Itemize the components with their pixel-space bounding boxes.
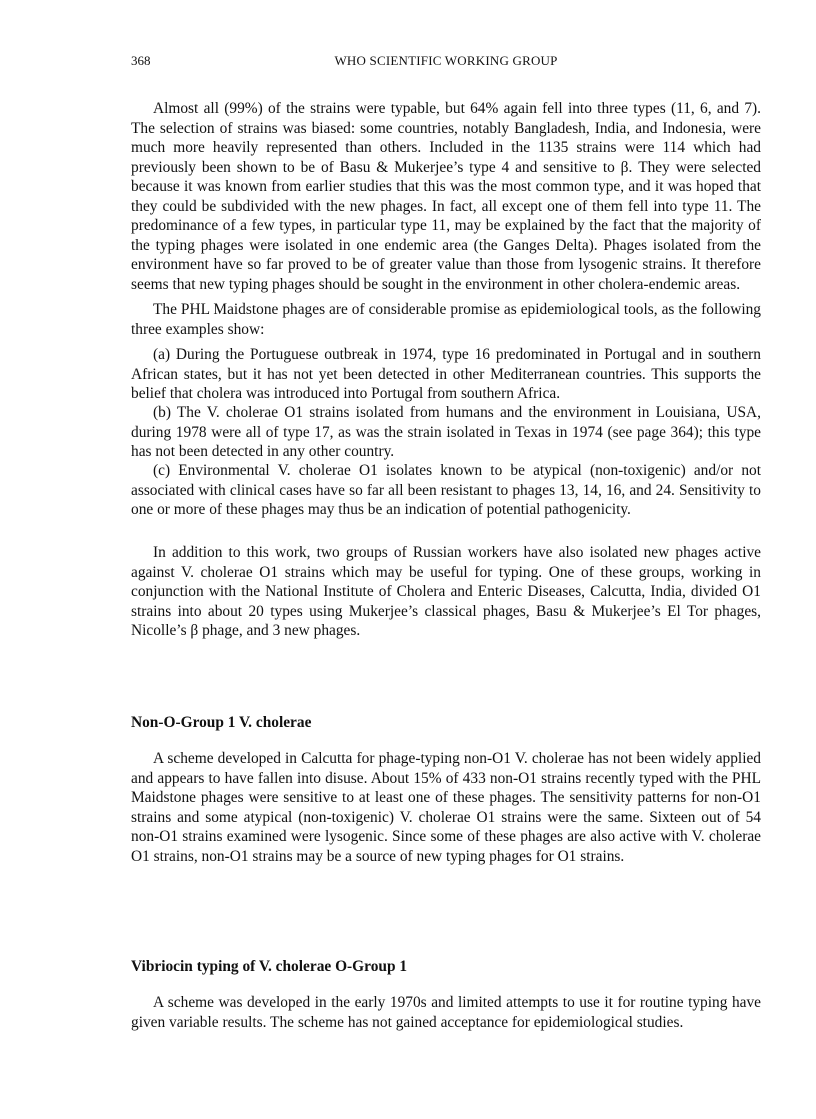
- section-heading-non-o1: Non-O-Group 1 V. cholerae: [131, 714, 312, 731]
- section-heading-vibriocin: Vibriocin typing of V. cholerae O-Group 1: [131, 958, 408, 975]
- paragraph-example-c: (c) Environmental V. cholerae O1 isolates known to be atypical (non-toxigenic) and/or not associated with clinical cases have so far all been resistant to phages 13, 14, 16, and 24. Sensitivity to one or more of these phages may thus be an indication of potential pathogenicity.: [131, 462, 761, 518]
- paragraph-maidstone-promise: The PHL Maidstone phages are of considerable promise as epidemiological tools, as the following three examples show:: [131, 301, 761, 338]
- paragraph-typability: Almost all (99%) of the strains were typable, but 64% again fell into three types (11, 6, and 7). The selection of strains was biased: some countries, notably Bangladesh, India, and Indonesia, were much more heavily represented than others. Included in the 1135 strains were 114 which had previously been shown to be of Basu & Mukerjee’s type 4 and sensitive to β. They were selected because it was known from earlier studies that this was the most common type, and it was hoped that they could be subdivided with the new phages. In fact, all except one of them fell into type 11. The predominance of a few types, in particular type 11, may be explained by the fact that the majority of the typing phages were isolated in one endemic area (the Ganges Delta). Phages isolated from the environment have so far proved to be of greater value than those from lysogenic strains. It therefore seems that new typing phages should be sought in the environment in other cholera-endemic areas.: [131, 100, 761, 293]
- page-number: 368: [131, 53, 151, 68]
- paragraph-russian-workers: In addition to this work, two groups of Russian workers have also isolated new phages active against V. cholerae O1 strains which may be useful for typing. One of these groups, working in conjunction with the National Institute of Cholera and Enteric Diseases, Calcutta, India, divided O1 strains into about 20 types using Mukerjee’s classical phages, Basu & Mukerjee’s El Tor phages, Nicolle’s β phage, and 3 new phages.: [131, 544, 761, 639]
- page-header: [131, 53, 761, 73]
- paragraph-non-o1: A scheme developed in Calcutta for phage-typing non-O1 V. cholerae has not been widely applied and appears to have fallen into disuse. About 15% of 433 non-O1 strains recently typed with the PHL Maidstone phages were sensitive to at least one of these phages. The sensitivity patterns for non-O1 strains and some atypical (non-toxigenic) V. cholerae O1 strains were the same. Sixteen out of 54 non-O1 strains examined were lysogenic. Since some of these phages are also active with V. cholerae O1 strains, non-O1 strains may be a source of new typing phages for O1 strains.: [131, 750, 761, 865]
- paragraph-example-a: (a) During the Portuguese outbreak in 1974, type 16 predominated in Portugal and in southern African states, but it has not yet been detected in other Mediterranean countries. This supports the belief that cholera was introduced into Portugal from southern Africa.: [131, 346, 761, 402]
- paragraph-vibriocin: A scheme was developed in the early 1970s and limited attempts to use it for routine typing have given variable results. The scheme has not gained acceptance for epidemiological studies.: [131, 994, 761, 1031]
- paragraph-example-b: (b) The V. cholerae O1 strains isolated from humans and the environment in Louisiana, USA, during 1978 were all of type 17, as was the strain isolated in Texas in 1974 (see page 364); this type has not been detected in any other country.: [131, 404, 761, 460]
- running-title: WHO SCIENTIFIC WORKING GROUP: [334, 53, 558, 68]
